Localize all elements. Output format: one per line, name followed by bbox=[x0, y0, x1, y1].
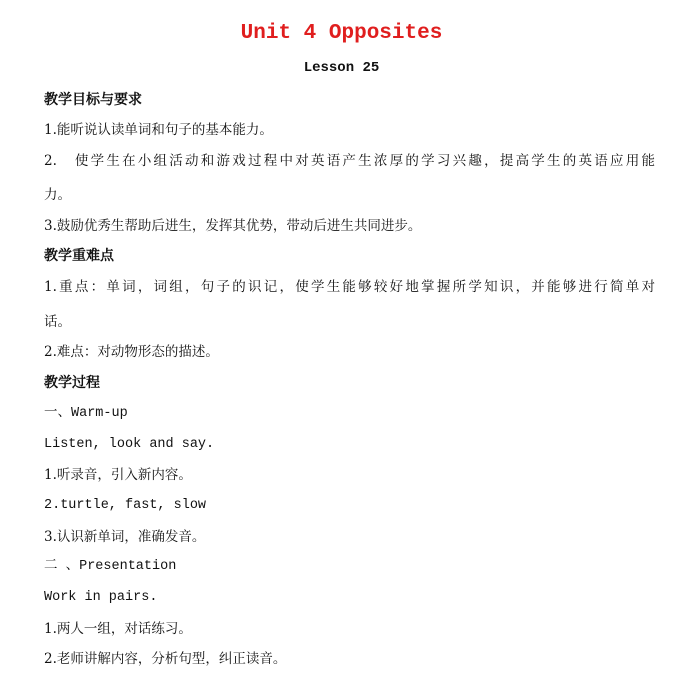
warmup-line-1: 1.听录音，引入新内容。 bbox=[44, 467, 192, 483]
goals-line-3: 3.鼓励优秀生帮助后进生，发挥其优势，带动后进生共同进步。 bbox=[44, 218, 422, 234]
warmup-line-0: Listen, look and say. bbox=[44, 437, 215, 452]
section-heading-key-points: 教学重难点 bbox=[44, 248, 114, 264]
warmup-line-2: 2.turtle, fast, slow bbox=[44, 498, 207, 513]
goals-line-2: 2. 使学生在小组活动和游戏过程中对英语产生浓厚的学习兴趣，提高学生的英语应用能 bbox=[44, 153, 655, 169]
goals-line-1: 1.能听说认读单词和句子的基本能力。 bbox=[44, 122, 273, 138]
key-points-line-2: 2.难点：对动物形态的描述。 bbox=[44, 344, 219, 360]
key-points-line-1: 1.重点：单词，词组，句子的识记，使学生能够较好地掌握所学知识，并能够进行简单对 bbox=[44, 279, 655, 295]
presentation-heading: 二 、Presentation bbox=[44, 559, 177, 574]
section-heading-goals: 教学目标与要求 bbox=[44, 92, 142, 108]
document-title: Unit 4 Opposites bbox=[240, 22, 443, 45]
warmup-heading: 一、Warm-up bbox=[44, 406, 128, 421]
key-points-line-1-continued: 话。 bbox=[44, 314, 71, 330]
presentation-line-0: Work in pairs. bbox=[44, 590, 158, 605]
warmup-line-3: 3.认识新单词，准确发音。 bbox=[44, 529, 206, 545]
presentation-line-2: 2.老师讲解内容，分析句型，纠正读音。 bbox=[44, 651, 287, 667]
section-heading-process: 教学过程 bbox=[44, 375, 100, 391]
lesson-label: Lesson 25 bbox=[303, 60, 380, 76]
presentation-line-1: 1.两人一组，对话练习。 bbox=[44, 621, 192, 637]
goals-line-2-continued: 力。 bbox=[44, 187, 71, 203]
